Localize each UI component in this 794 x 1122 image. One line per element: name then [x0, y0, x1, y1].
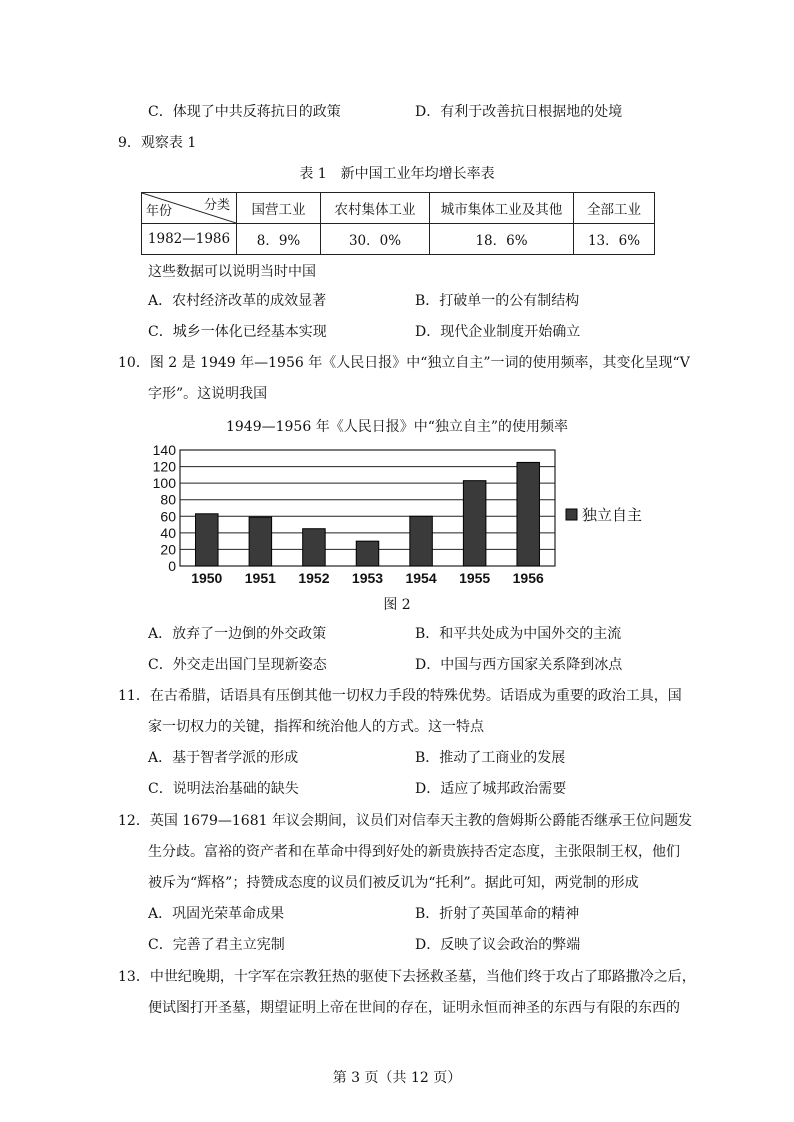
q8-option-c: C．体现了中共反蒋抗日的政策: [148, 104, 341, 120]
y-tick-label: 100: [152, 475, 176, 492]
x-tick-label: 1953: [351, 570, 384, 586]
table-row: [142, 224, 655, 255]
q9-option-d: D．现代企业制度开始确立: [415, 324, 581, 340]
q8-option-d: D．有利于改善抗日根据地的处境: [415, 104, 623, 120]
col-header: 全部工业: [574, 193, 655, 224]
x-tick-label: 1954: [405, 570, 437, 586]
q13-stem-line1: 13．中世纪晚期，十字军在宗教狂热的驱使下去拯救圣墓，当他们终于攻占了耶路撒冷之后，: [118, 969, 696, 985]
q10-option-c: C．外交走出国门呈现新姿态: [148, 657, 327, 673]
q10-option-b: B．和平共处成为中国外交的主流: [415, 626, 622, 642]
q9-stem: 9．观察表 1: [118, 135, 197, 151]
row-label: 1982—1986: [142, 224, 237, 255]
bar: [249, 517, 272, 566]
y-tick-label: 140: [152, 442, 176, 458]
table-cell: 18．6%: [430, 224, 574, 255]
x-tick-label: 1956: [512, 570, 544, 586]
x-tick-label: 1952: [298, 570, 330, 586]
col-header: 城市集体工业及其他: [430, 193, 574, 224]
header-category: 分类: [203, 198, 230, 213]
legend-swatch: [566, 509, 577, 520]
growth-rate-table: [141, 192, 655, 255]
q11-option-b: B．推动了工商业的发展: [415, 750, 566, 766]
q12-stem-line3: 被斥为“辉格”；持赞成态度的议员们被反讥为“托利”。据此可知，两党制的形成: [148, 875, 639, 891]
q12-stem-line2: 生分歧。富裕的资产者和在革命中得到好处的新贵族持否定态度，主张限制王权，他们: [148, 844, 680, 860]
q9-option-c: C．城乡一体化已经基本实现: [148, 324, 327, 340]
q11-stem-line2: 家一切权力的关键，指挥和统治他人的方式。这一特点: [148, 719, 484, 735]
q10-stem-line1: 10．图 2 是 1949 年—1956 年《人民日报》中“独立自主”一词的使用频率，其变化呈现“V: [118, 355, 690, 371]
bar: [303, 529, 326, 566]
table-corner-cell: [142, 193, 237, 224]
x-tick-label: 1950: [191, 570, 223, 586]
q11-option-a: A．基于智者学派的形成: [148, 750, 299, 766]
bar: [463, 481, 486, 566]
y-tick-label: 40: [160, 524, 176, 541]
q9-prompt: 这些数据可以说明当时中国: [148, 264, 316, 280]
q9-option-b: B．打破单一的公有制结构: [415, 293, 580, 309]
bar: [517, 462, 540, 566]
q9-option-a: A．农村经济改革的成效显著: [148, 293, 327, 309]
table-cell: 30．0%: [321, 224, 430, 255]
q11-option-c: C．说明法治基础的缺失: [148, 781, 299, 797]
x-tick-label: 1955: [459, 570, 491, 586]
q12-option-b: B．折射了英国革命的精神: [415, 906, 580, 922]
q9-table-caption: 表 1 新中国工业年均增长率表: [299, 166, 495, 182]
q10-option-d: D．中国与西方国家关系降到冰点: [415, 657, 623, 673]
table-cell: 8．9%: [237, 224, 321, 255]
bar: [356, 541, 379, 566]
table-cell: 13．6%: [574, 224, 655, 255]
figure-caption: 图 2: [383, 597, 411, 613]
legend-label: 独立自主: [582, 507, 643, 524]
x-tick-label: 1951: [244, 570, 276, 586]
bar: [196, 514, 219, 566]
q11-stem-line1: 11．在古希腊，话语具有压倒其他一切权力手段的特殊优势。话语成为重要的政治工具，国: [118, 688, 682, 704]
header-year: 年份: [146, 204, 173, 219]
q12-stem-line1: 12．英国 1679—1681 年议会期间，议员们对信奉天主教的詹姆斯公爵能否继承王位问题发: [118, 813, 692, 829]
q12-option-c: C．完善了君主立宪制: [148, 937, 285, 953]
q11-option-d: D．适应了城邦政治需要: [415, 781, 567, 797]
col-header: 国营工业: [237, 193, 321, 224]
q10-stem-line2: 字形”。这说明我国: [148, 386, 268, 402]
bar: [410, 516, 433, 566]
y-tick-label: 60: [160, 508, 176, 525]
q12-option-d: D．反映了议会政治的弊端: [415, 937, 581, 953]
chart-title: 1949—1956 年《人民日报》中“独立自主”的使用频率: [225, 419, 569, 435]
q13-stem-line2: 便试图打开圣墓，期望证明上帝在世间的存在，证明永恒而神圣的东西与有限的东西的: [148, 1000, 680, 1016]
table-header-row: [142, 193, 655, 224]
usage-frequency-chart: [0, 442, 794, 587]
q12-option-a: A．巩固光荣革命成果: [148, 906, 285, 922]
q10-option-a: A．放弃了一边倒的外交政策: [148, 626, 327, 642]
y-tick-label: 120: [152, 458, 176, 475]
page-footer: 第 3 页（共 12 页）: [332, 1070, 462, 1086]
y-tick-label: 80: [160, 491, 176, 508]
y-tick-label: 20: [160, 541, 176, 558]
col-header: 农村集体工业: [321, 193, 430, 224]
y-tick-label: 0: [168, 558, 176, 574]
